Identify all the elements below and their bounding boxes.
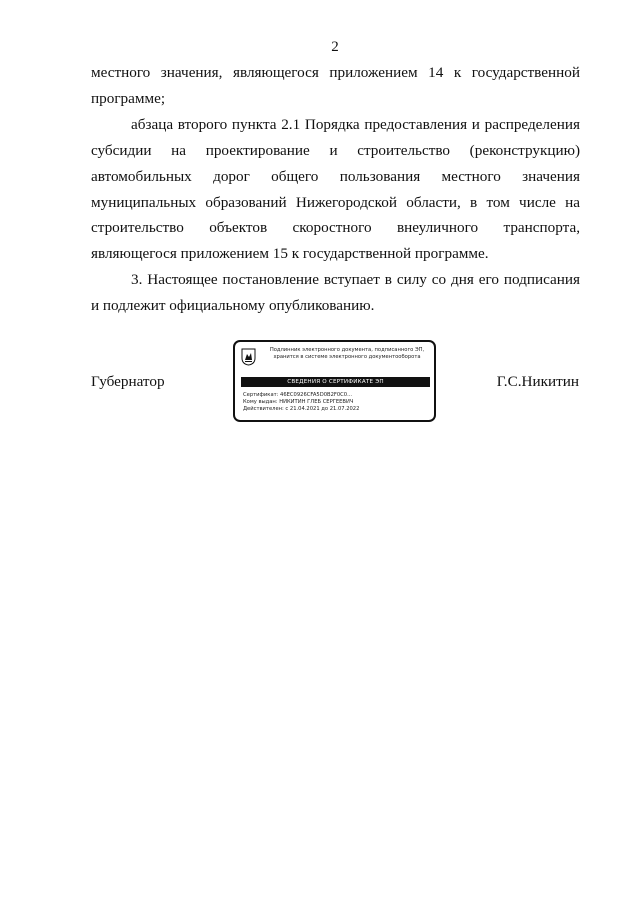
stamp-validity: Действителен: с 21.04.2021 до 21.07.2022 [243, 406, 360, 412]
stamp-bar: СВЕДЕНИЯ О СЕРТИФИКАТЕ ЭП [241, 377, 430, 387]
paragraph-3: 3. Настоящее постановление вступает в силу со дня его подписания и подлежит официальному опубликованию. [91, 271, 580, 315]
coat-of-arms-icon [241, 348, 256, 366]
stamp-header: Подлинник электронного документа, подписанного ЭП, хранится в системе электронного документооборота [269, 347, 425, 360]
paragraph-2: абзаца второго пункта 2.1 Порядка предоставления и распределения субсидии на проектирование и строительство (реконструкцию) автомобильных дорог общего пользования местного значения муниципальных образований Нижегородской области, в том числе на строительство объектов скоростного внеуличного транспорта, являющегося приложением 15 к государственной программе. [91, 115, 580, 263]
stamp-details [243, 392, 433, 413]
paragraph-1: местного значения, являющегося приложением 14 к государственной программе; [91, 64, 580, 107]
document-body [91, 60, 580, 319]
signer-name: Г.С.Никитин [496, 373, 579, 390]
page-number: 2 [331, 39, 339, 55]
signature-block [0, 340, 640, 430]
signer-title: Губернатор [91, 373, 165, 390]
e-signature-stamp [233, 340, 436, 422]
stamp-issued-to: Кому выдан: НИКИТИН ГЛЕБ СЕРГЕЕВИЧ [243, 399, 354, 405]
stamp-certificate: Сертификат: 46EC0926CFA5D0B2F0C0... [243, 392, 353, 398]
